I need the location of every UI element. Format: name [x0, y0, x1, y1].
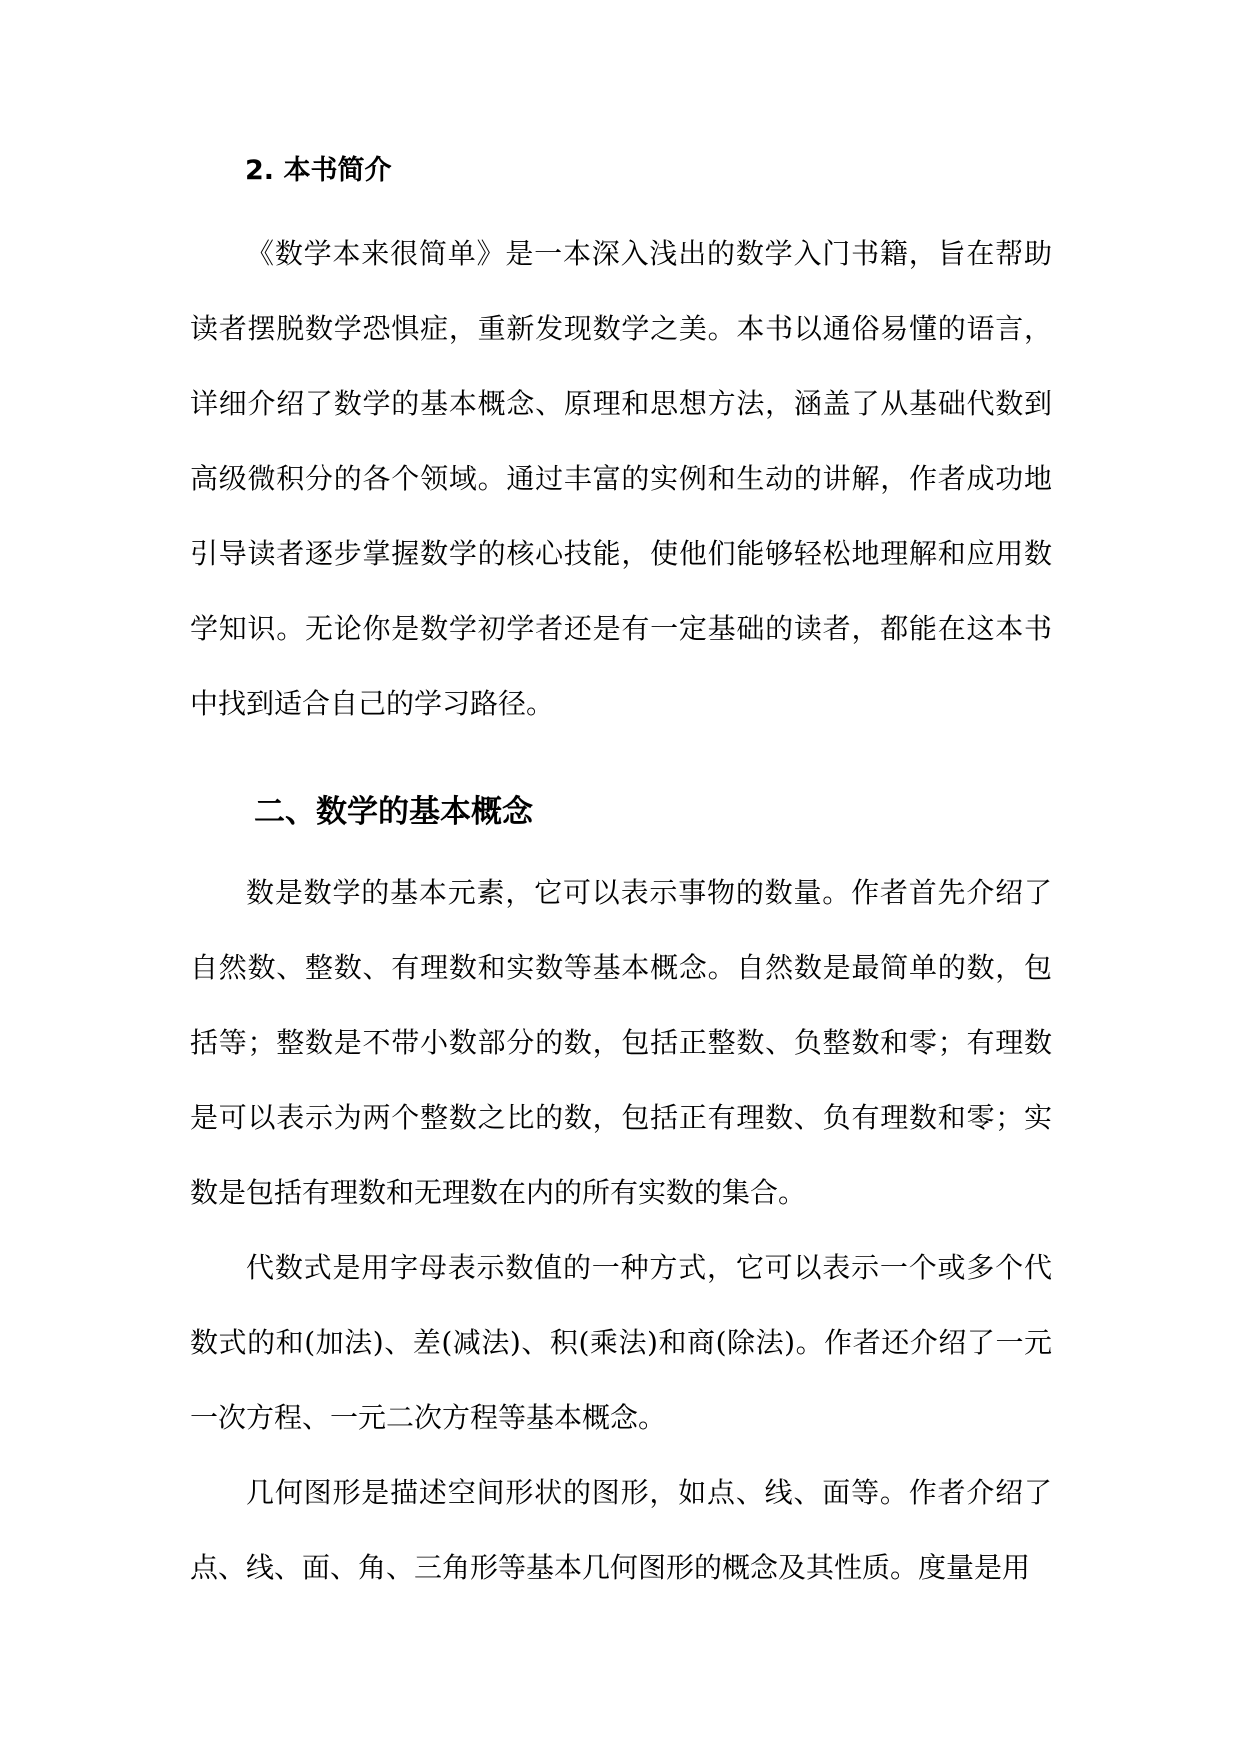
body-paragraph-geometry: 几何图形是描述空间形状的图形，如点、线、面等。作者介绍了点、线、面、角、三角形等基本几何图形的概念及其性质。度量是用 [190, 1476, 1052, 1584]
body-paragraph-algebra: 代数式是用字母表示数值的一种方式，它可以表示一个或多个代数式的和(加法)、差(减法)、积(乘法)和商(除法)。作者还介绍了一元一次方程、一元二次方程等基本概念。 [190, 1251, 1052, 1434]
section-heading-intro: 2. 本书简介 [245, 155, 392, 186]
page-content [190, 140, 1052, 1605]
intro-paragraph: 《数学本来很简单》是一本深入浅出的数学入门书籍，旨在帮助读者摆脱数学恐惧症，重新发现数学之美。本书以通俗易懂的语言，详细介绍了数学的基本概念、原理和思想方法，涵盖了从基础代数到高级微积分的各个领域。通过丰富的实例和生动的讲解，作者成功地引导读者逐步掌握数学的核心技能，使他们能够轻松地理解和应用数学知识。无论你是数学初学者还是有一定基础的读者，都能在这本书中找到适合自己的学习路径。 [190, 237, 1052, 720]
chapter-heading: 二、数学的基本概念 [254, 794, 533, 830]
body-paragraph-numbers: 数是数学的基本元素，它可以表示事物的数量。作者首先介绍了自然数、整数、有理数和实数等基本概念。自然数是最简单的数，包括等；整数是不带小数部分的数，包括正整数、负整数和零；有理数是可以表示为两个整数之比的数，包括正有理数、负有理数和零；实数是包括有理数和无理数在内的所有实数的集合。 [190, 876, 1052, 1209]
